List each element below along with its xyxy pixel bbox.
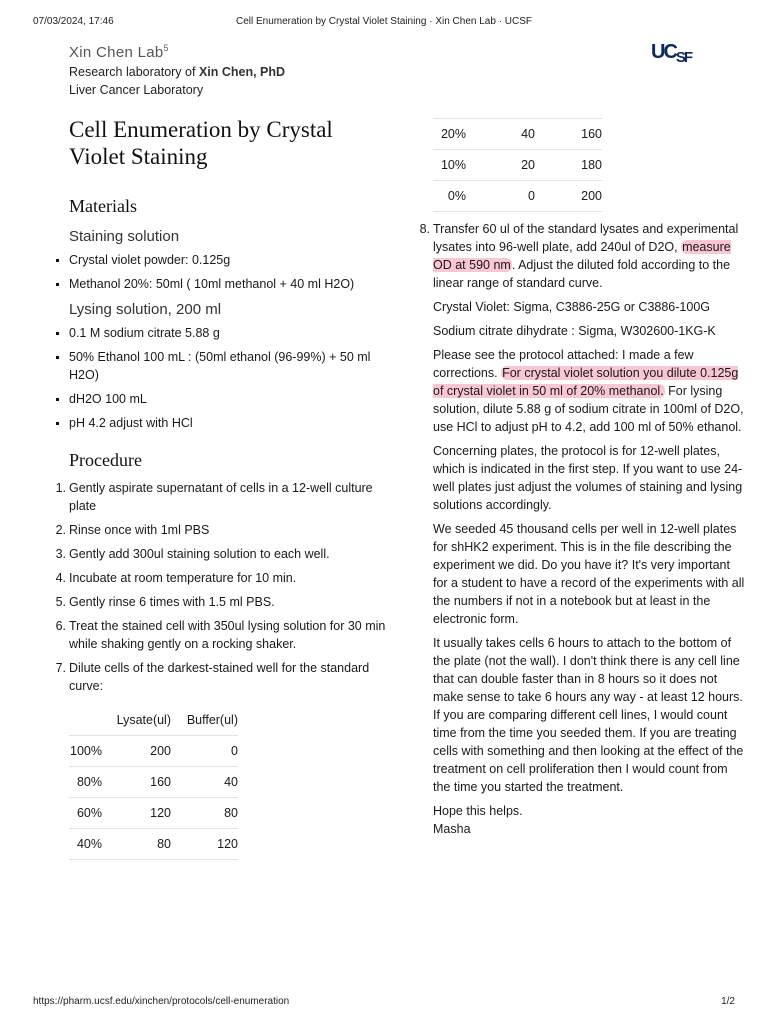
step-number: 7. (55, 661, 66, 675)
lysing-solution-heading: Lysing solution, 200 ml (69, 301, 222, 318)
procedure-heading: Procedure (69, 450, 142, 470)
table-cell: 40% (69, 829, 102, 860)
table-cell: 0% (433, 181, 466, 212)
list-item: 0.1 M sodium citrate 5.88 g (52, 324, 387, 342)
sodium-citrate-source: Sodium citrate dihydrate : Sigma, W302600-1KG-K (433, 324, 716, 338)
lysing-list (52, 324, 387, 432)
signoff-line: Hope this helps. (433, 804, 523, 818)
table-cell: 200 (102, 736, 171, 767)
table-cell: 0 (466, 181, 535, 212)
step-text: Gently add 300ul staining solution to each well. (69, 547, 330, 561)
list-item: pH 4.2 adjust with HCl (52, 414, 387, 432)
procedure-step (52, 479, 387, 515)
list-item: Methanol 20%: 50ml ( 10ml methanol + 40 ml H2O) (52, 275, 387, 293)
logo-letters-small: SF (675, 49, 692, 65)
crystal-violet-source: Crystal Violet: Sigma, C3886-25G or C3886-100G (433, 300, 710, 314)
procedure-step (52, 545, 387, 563)
page-title: Cell Enumeration by Crystal Violet Staining (69, 117, 333, 169)
table-row (69, 767, 238, 798)
procedure-step (52, 569, 387, 587)
staining-solution-heading: Staining solution (69, 228, 180, 245)
signoff-name: Masha (433, 822, 471, 836)
procedure-step (52, 593, 387, 611)
right-column (416, 118, 748, 838)
step-number: 2. (55, 523, 66, 537)
plates-note: Concerning plates, the protocol is for 12-well plates, which is indicated in the first step. If you want to use 24-well plates just adjust the volumes of staining and lysing solutions accordingly. (433, 444, 743, 512)
table-row (433, 119, 602, 150)
step-text: Transfer 60 ul of the standard lysates and experimental lysates into 96-well plate, add 240ul of D2O, (433, 222, 739, 254)
site-subtitle-pi: Xin Chen, PhD (198, 65, 286, 79)
print-page-number: 1/2 (721, 996, 735, 1007)
table-cell: 80% (69, 767, 102, 798)
table-header (69, 705, 102, 736)
table-row (69, 798, 238, 829)
table-row (433, 150, 602, 181)
step-number: 6. (55, 619, 66, 633)
seeding-note: We seeded 45 thousand cells per well in 12-well plates for shHK2 experiment. This is in the file describing the experiment we did. Do you have it? It's very important for a student to have a record of the experiments with all the numbers if not in a notebook but at least in the electronic form. (433, 522, 745, 626)
procedure-step (52, 521, 387, 539)
ucsf-logo[interactable] (651, 41, 703, 70)
table-cell: 80 (102, 829, 171, 860)
procedure-steps-continued (416, 220, 748, 292)
protocol-note (433, 346, 748, 436)
highlighted-text: For crystal violet solution you dilute 0.125g of crystal violet in 50 ml of 20% methanol. (433, 366, 739, 398)
step-text: Dilute cells of the darkest-stained well for the standard curve: (69, 661, 370, 693)
site-subtitle-lab: Liver Cancer Laboratory (69, 83, 204, 97)
table-cell: 40 (171, 767, 238, 798)
table-row (69, 829, 238, 860)
staining-list (52, 251, 387, 293)
svg-text:UCSF (651, 41, 693, 65)
procedure-steps (52, 479, 387, 695)
site-name-text: Xin Chen Lab (69, 44, 164, 61)
procedure-step (52, 617, 387, 653)
materials-heading: Materials (69, 196, 137, 216)
standard-curve-table (69, 705, 238, 860)
logo-letters: UC (651, 41, 676, 63)
signoff (433, 802, 748, 838)
step-text: Treat the stained cell with 350ul lysing solution for 30 min while shaking gently on a rocking shaker. (69, 619, 386, 651)
note-text: For lysing solution, dilute 5.88 g of sodium citrate in 100ml of D2O, use HCl to adjust pH to 4.2, add 100 ml of 50% ethanol. (433, 384, 744, 434)
step-number: 8. (419, 222, 430, 236)
table-cell: 200 (535, 181, 602, 212)
table-cell: 10% (433, 150, 466, 181)
timing-note: It usually takes cells 6 hours to attach to the bottom of the plate (not the wall). I don't think there is any cell line that can double faster than in 8 hours so it does not make sense to take 6 hours any way - at least 12 hours. If you are comparing different cell lines, I would count time from the time you seeded them. If you are treating cells with something and then looking at the effect of the treatment on cell proliferation then I would count from the time you started the treatment. (433, 636, 744, 794)
print-page-title: Cell Enumeration by Crystal Violet Staining · Xin Chen Lab · UCSF (235, 16, 533, 27)
list-item: 50% Ethanol 100 mL : (50ml ethanol (96-99%) + 50 ml H2O) (52, 348, 387, 384)
left-column (52, 116, 387, 860)
table-cell: 160 (535, 119, 602, 150)
ucsf-logo-graphic (651, 41, 703, 65)
table-cell: 20 (466, 150, 535, 181)
site-name[interactable] (69, 43, 169, 61)
table-header: Buffer(ul) (171, 705, 238, 736)
list-item: Crystal violet powder: 0.125g (52, 251, 387, 269)
note-text: Please see the protocol attached: I made a few corrections. (433, 348, 694, 380)
step-number: 1. (55, 481, 66, 495)
step-text: Gently aspirate supernatant of cells in a 12-well culture plate (69, 481, 373, 513)
site-name-superscript: 5 (163, 43, 169, 53)
procedure-step (416, 220, 748, 292)
table-cell: 180 (535, 150, 602, 181)
step-text: Gently rinse 6 times with 1.5 ml PBS. (69, 595, 275, 609)
list-item: dH2O 100 mL (52, 390, 387, 408)
step-text: . Adjust the diluted fold according to the linear range of standard curve. (433, 258, 731, 290)
table-cell: 80 (171, 798, 238, 829)
table-cell: 100% (69, 736, 102, 767)
highlighted-text: measure OD at 590 nm (433, 240, 731, 272)
table-cell: 60% (69, 798, 102, 829)
table-cell: 120 (102, 798, 171, 829)
print-datetime: 07/03/2024, 17:46 (33, 16, 114, 27)
table-cell: 120 (171, 829, 238, 860)
table-header: Lysate(ul) (102, 705, 171, 736)
procedure-step (52, 659, 387, 695)
table-cell: 160 (102, 767, 171, 798)
site-subtitle (69, 65, 285, 79)
step-text: Incubate at room temperature for 10 min. (69, 571, 297, 585)
step-number: 3. (55, 547, 66, 561)
table-row (69, 736, 238, 767)
site-subtitle-prefix: Research laboratory of (69, 65, 199, 79)
table-cell: 20% (433, 119, 466, 150)
table-row (433, 181, 602, 212)
step-text: Rinse once with 1ml PBS (69, 523, 210, 537)
step-number: 4. (55, 571, 66, 585)
print-url: https://pharm.ucsf.edu/xinchen/protocols/cell-enumeration (33, 996, 290, 1007)
table-header-row (69, 705, 238, 736)
standard-curve-table-continued (433, 118, 602, 212)
step-number: 5. (55, 595, 66, 609)
table-cell: 40 (466, 119, 535, 150)
table-cell: 0 (171, 736, 238, 767)
